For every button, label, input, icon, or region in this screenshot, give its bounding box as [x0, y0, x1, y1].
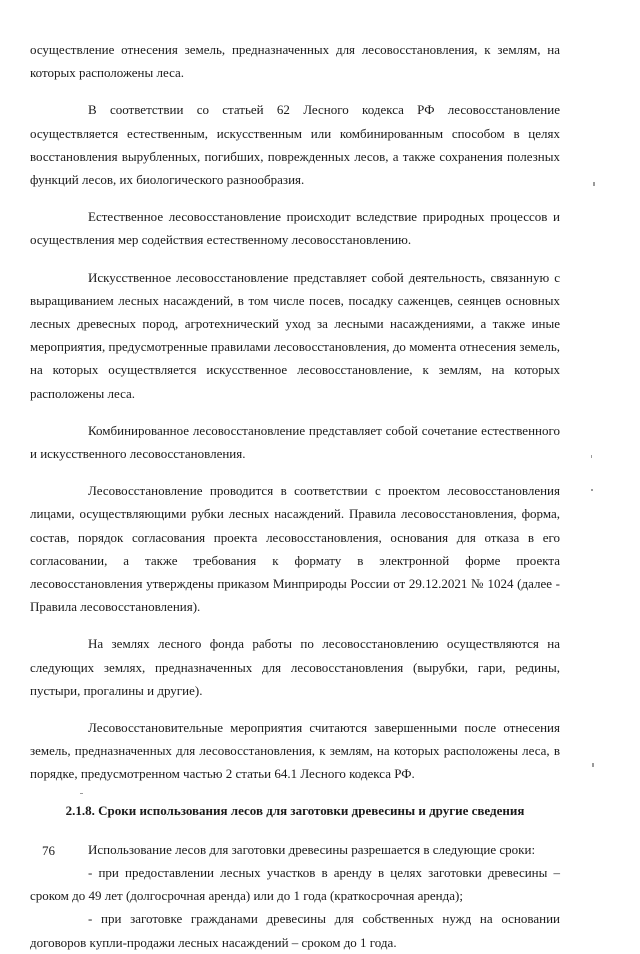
paragraph-continuation: осуществление отнесения земель, предназначенных для лесовосстановления, к землям, на которых расположены леса. — [30, 42, 560, 81]
scan-speck — [592, 763, 594, 767]
section-heading: 2.1.8. Сроки использования лесов для заготовки древесины и другие сведения — [65, 802, 525, 818]
scan-speck — [593, 182, 595, 186]
paragraph-artificial-reforestation: Искусственное лесовосстановление представляет собой деятельность, связанную с выращиванием лесных насаждений, в том числе посев, посадку саженцев, сеянцев основных лесных древесных пород, агротехнический уход за лесными насаждениями, а также иные мероприятия, предусмотренные правилами лесовосстановления, до момента отнесения земель, на которых осуществляется искусственное лесовосстановление, к землям, на которых расположены леса. — [30, 269, 560, 401]
paragraph-article-62: В соответствии со статьей 62 Лесного кодекса РФ лесовосстановление осуществляется естественным, искусственным или комбинированным способом в целях восстановления вырубленных, погибших, поврежденных лесов, а также сохранения полезных функций лесов, их биологического разнообразия. — [30, 102, 560, 188]
paragraph-reforestation-project: Лесовосстановление проводится в соответствии с проектом лесовосстановления лицами, осуществляющими рубки лесных насаждений. Правила лесовосстановления, форма, состав, порядок согласования проекта лесовосстановления, основания для отказа в его согласовании, а также требования к формату в электронной форме проекта лесовосстановления утверждены приказом Минприроды России от 29.12.2021 № 1024 (далее - Правила лесовосстановления). — [30, 483, 560, 615]
paragraph-natural-reforestation: Естественное лесовосстановление происходит вследствие природных процессов и осуществления мер содействия естественному лесовосстановлению. — [30, 209, 560, 248]
paragraph-completion: Лесовосстановительные мероприятия считаются завершенными после отнесения земель, предназначенных для лесовосстановления, к землям, на которых расположены леса, в порядке, предусмотренном частью 2 статьи 64.1 Лесного кодекса РФ. — [30, 720, 560, 782]
list-item-lease: - при предоставлении лесных участков в аренду в целях заготовки древесины – сроком до 49 лет (долгосрочная аренда) или до 1 года (краткосрочная аренда); — [30, 864, 560, 904]
scan-speck — [80, 793, 83, 794]
paragraph-forest-fund-lands: На землях лесного фонда работы по лесовосстановлению осуществляются на следующих землях, предназначенных для лесовосстановления (вырубки, гари, редины, пустыри, прогалины и другие). — [30, 636, 560, 698]
page-number: 76 — [42, 843, 55, 858]
paragraph-combined-reforestation: Комбинированное лесовосстановление представляет собой сочетание естественного и искусственного лесовосстановления. — [30, 422, 560, 462]
list-item-own-needs: - при заготовке гражданами древесины для собственных нужд на основании договоров купли-продажи лесных насаждений – сроком до 1 года. — [30, 911, 560, 950]
section-intro: Использование лесов для заготовки древесины разрешается в следующие сроки: — [88, 841, 536, 857]
page-body — [30, 38, 560, 954]
scan-speck — [591, 455, 592, 458]
scan-speck — [591, 489, 593, 491]
